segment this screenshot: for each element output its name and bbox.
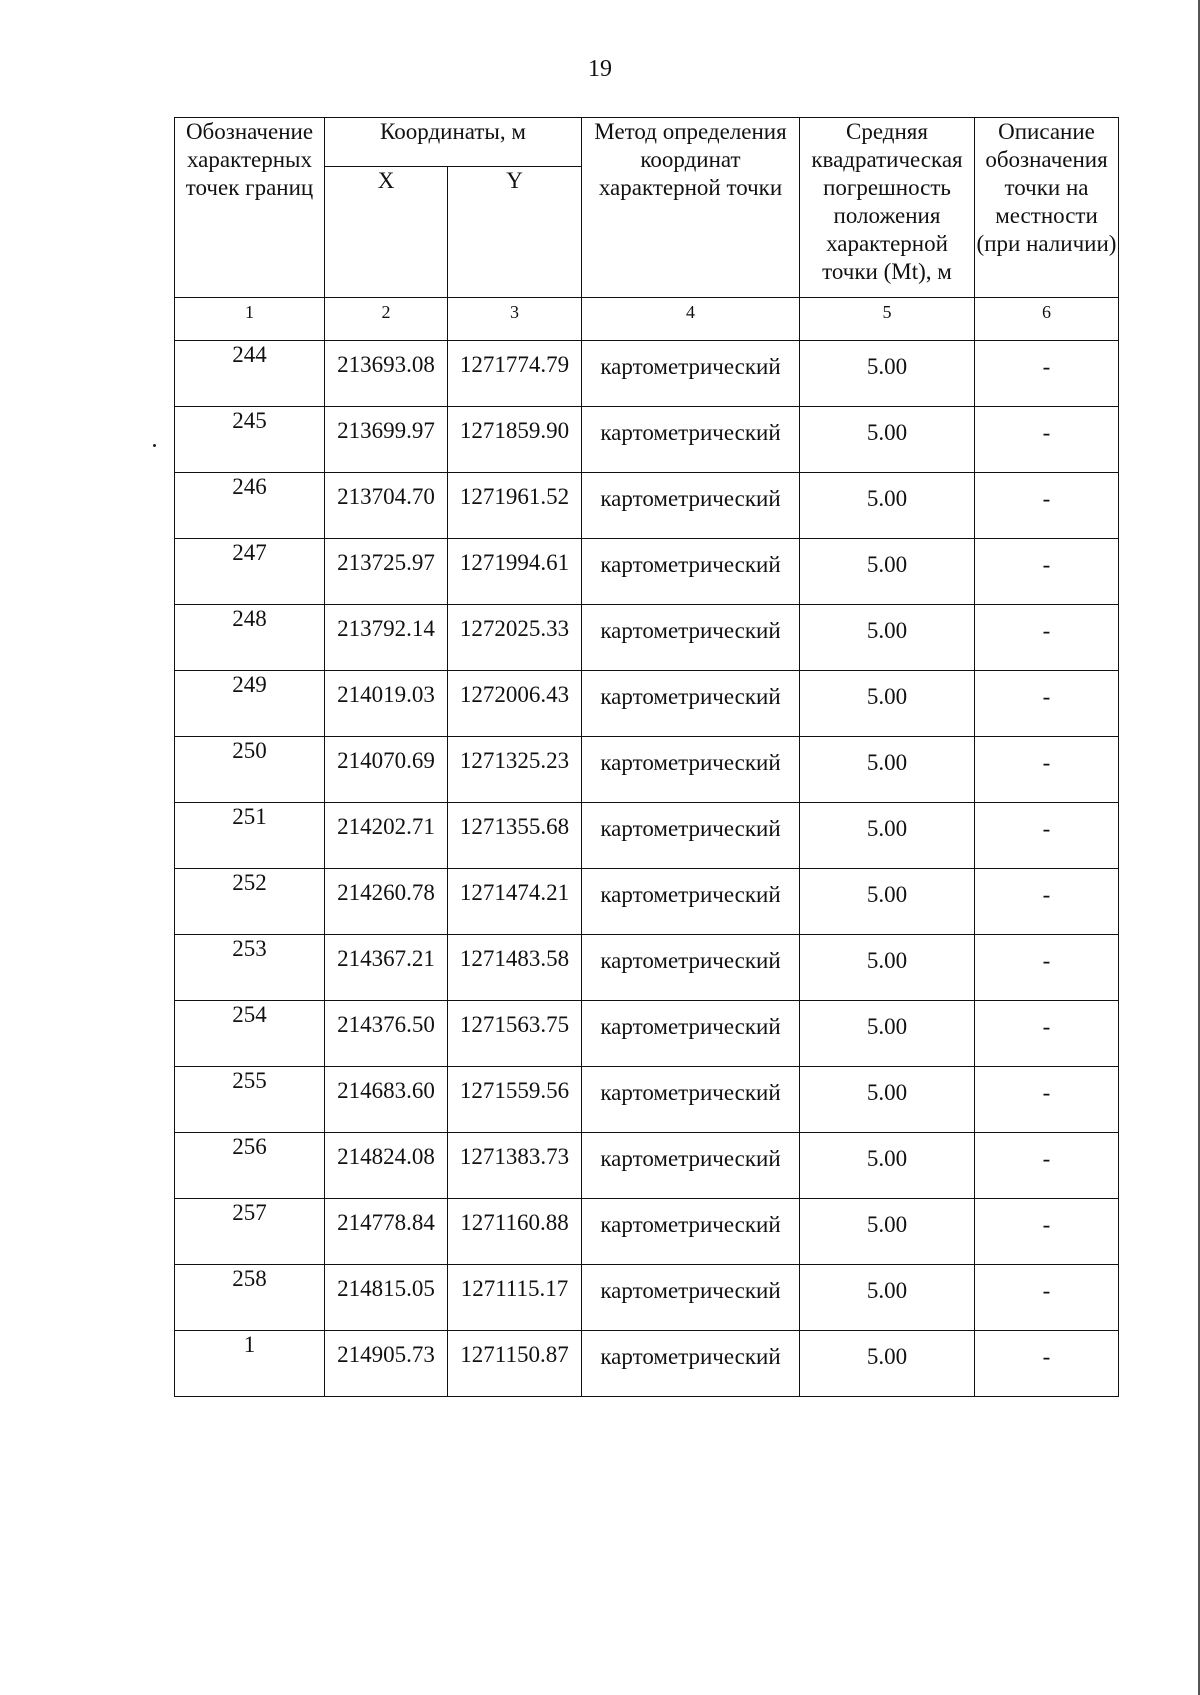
cell-y: 1271160.88	[448, 1199, 582, 1265]
cell-point: 1	[175, 1331, 325, 1397]
column-number: 4	[582, 298, 800, 341]
cell-error: 5.00	[800, 1331, 975, 1397]
cell-x: 214815.05	[325, 1265, 448, 1331]
table-row	[175, 1199, 1119, 1265]
cell-description: -	[975, 1133, 1119, 1199]
cell-x: 214260.78	[325, 869, 448, 935]
cell-description: -	[975, 407, 1119, 473]
column-number: 1	[175, 298, 325, 341]
cell-error: 5.00	[800, 1067, 975, 1133]
cell-point: 253	[175, 935, 325, 1001]
cell-error: 5.00	[800, 737, 975, 803]
cell-y: 1271325.23	[448, 737, 582, 803]
cell-point: 252	[175, 869, 325, 935]
table-row	[175, 605, 1119, 671]
cell-description: -	[975, 1331, 1119, 1397]
cell-description: -	[975, 737, 1119, 803]
cell-method: картометрический	[582, 1265, 800, 1331]
cell-y: 1271859.90	[448, 407, 582, 473]
cell-error: 5.00	[800, 1133, 975, 1199]
header-method: Метод определения координат характерной точки	[582, 118, 800, 298]
cell-point: 247	[175, 539, 325, 605]
column-number: 2	[325, 298, 448, 341]
cell-description: -	[975, 935, 1119, 1001]
header-point: Обозначение характерных точек границ	[175, 118, 325, 298]
table-row	[175, 671, 1119, 737]
cell-method: картометрический	[582, 1199, 800, 1265]
coordinates-table	[174, 117, 1119, 1397]
cell-method: картометрический	[582, 605, 800, 671]
cell-error: 5.00	[800, 605, 975, 671]
cell-error: 5.00	[800, 869, 975, 935]
cell-point: 257	[175, 1199, 325, 1265]
cell-description: -	[975, 1265, 1119, 1331]
cell-error: 5.00	[800, 1265, 975, 1331]
cell-method: картометрический	[582, 737, 800, 803]
cell-error: 5.00	[800, 935, 975, 1001]
table-row	[175, 869, 1119, 935]
header-description: Описание обозначения точки на местности (при наличии)	[975, 118, 1119, 298]
cell-error: 5.00	[800, 1001, 975, 1067]
cell-method: картометрический	[582, 473, 800, 539]
cell-point: 255	[175, 1067, 325, 1133]
cell-point: 245	[175, 407, 325, 473]
cell-y: 1271383.73	[448, 1133, 582, 1199]
cell-y: 1271961.52	[448, 473, 582, 539]
cell-description: -	[975, 1067, 1119, 1133]
cell-x: 214019.03	[325, 671, 448, 737]
page-number: 19	[588, 56, 612, 82]
header-coordinates: Координаты, м	[325, 118, 582, 167]
cell-error: 5.00	[800, 407, 975, 473]
cell-description: -	[975, 1199, 1119, 1265]
cell-y: 1271559.56	[448, 1067, 582, 1133]
table-body	[175, 341, 1119, 1397]
cell-y: 1272006.43	[448, 671, 582, 737]
cell-description: -	[975, 1001, 1119, 1067]
table-row	[175, 473, 1119, 539]
cell-x: 213693.08	[325, 341, 448, 407]
cell-method: картометрический	[582, 869, 800, 935]
cell-method: картометрический	[582, 539, 800, 605]
cell-method: картометрический	[582, 671, 800, 737]
cell-x: 214070.69	[325, 737, 448, 803]
column-number-row	[175, 298, 1119, 341]
table-row	[175, 737, 1119, 803]
cell-method: картометрический	[582, 1001, 800, 1067]
cell-x: 213704.70	[325, 473, 448, 539]
table-row	[175, 803, 1119, 869]
cell-x: 214778.84	[325, 1199, 448, 1265]
cell-point: 254	[175, 1001, 325, 1067]
cell-x: 214905.73	[325, 1331, 448, 1397]
table-row	[175, 1001, 1119, 1067]
cell-method: картометрический	[582, 1133, 800, 1199]
cell-y: 1272025.33	[448, 605, 582, 671]
column-number: 6	[975, 298, 1119, 341]
cell-method: картометрический	[582, 935, 800, 1001]
cell-x: 213725.97	[325, 539, 448, 605]
cell-method: картометрический	[582, 407, 800, 473]
cell-point: 244	[175, 341, 325, 407]
cell-description: -	[975, 605, 1119, 671]
column-number: 3	[448, 298, 582, 341]
cell-y: 1271150.87	[448, 1331, 582, 1397]
header-x: X	[325, 167, 448, 298]
cell-y: 1271994.61	[448, 539, 582, 605]
table-row	[175, 1067, 1119, 1133]
cell-y: 1271563.75	[448, 1001, 582, 1067]
cell-error: 5.00	[800, 671, 975, 737]
scan-speck	[153, 444, 156, 447]
cell-point: 250	[175, 737, 325, 803]
header-error: Средняя квадратическая погрешность положения характерной точки (Mt), м	[800, 118, 975, 298]
cell-description: -	[975, 473, 1119, 539]
cell-error: 5.00	[800, 539, 975, 605]
cell-error: 5.00	[800, 473, 975, 539]
cell-method: картометрический	[582, 1331, 800, 1397]
cell-x: 214824.08	[325, 1133, 448, 1199]
cell-x: 214202.71	[325, 803, 448, 869]
cell-x: 214683.60	[325, 1067, 448, 1133]
cell-point: 249	[175, 671, 325, 737]
cell-y: 1271115.17	[448, 1265, 582, 1331]
table-row	[175, 407, 1119, 473]
table-row	[175, 1133, 1119, 1199]
cell-method: картометрический	[582, 803, 800, 869]
cell-y: 1271774.79	[448, 341, 582, 407]
cell-method: картометрический	[582, 341, 800, 407]
cell-error: 5.00	[800, 803, 975, 869]
table-row	[175, 341, 1119, 407]
cell-description: -	[975, 341, 1119, 407]
cell-description: -	[975, 803, 1119, 869]
cell-point: 246	[175, 473, 325, 539]
cell-description: -	[975, 539, 1119, 605]
cell-point: 248	[175, 605, 325, 671]
cell-y: 1271355.68	[448, 803, 582, 869]
cell-x: 214376.50	[325, 1001, 448, 1067]
cell-point: 258	[175, 1265, 325, 1331]
table-row	[175, 935, 1119, 1001]
cell-point: 251	[175, 803, 325, 869]
cell-point: 256	[175, 1133, 325, 1199]
cell-y: 1271474.21	[448, 869, 582, 935]
cell-error: 5.00	[800, 341, 975, 407]
table-row	[175, 1265, 1119, 1331]
cell-method: картометрический	[582, 1067, 800, 1133]
table-row	[175, 1331, 1119, 1397]
cell-y: 1271483.58	[448, 935, 582, 1001]
cell-description: -	[975, 869, 1119, 935]
cell-error: 5.00	[800, 1199, 975, 1265]
cell-x: 213699.97	[325, 407, 448, 473]
column-number: 5	[800, 298, 975, 341]
cell-description: -	[975, 671, 1119, 737]
table-row	[175, 539, 1119, 605]
header-y: Y	[448, 167, 582, 298]
cell-x: 213792.14	[325, 605, 448, 671]
cell-x: 214367.21	[325, 935, 448, 1001]
